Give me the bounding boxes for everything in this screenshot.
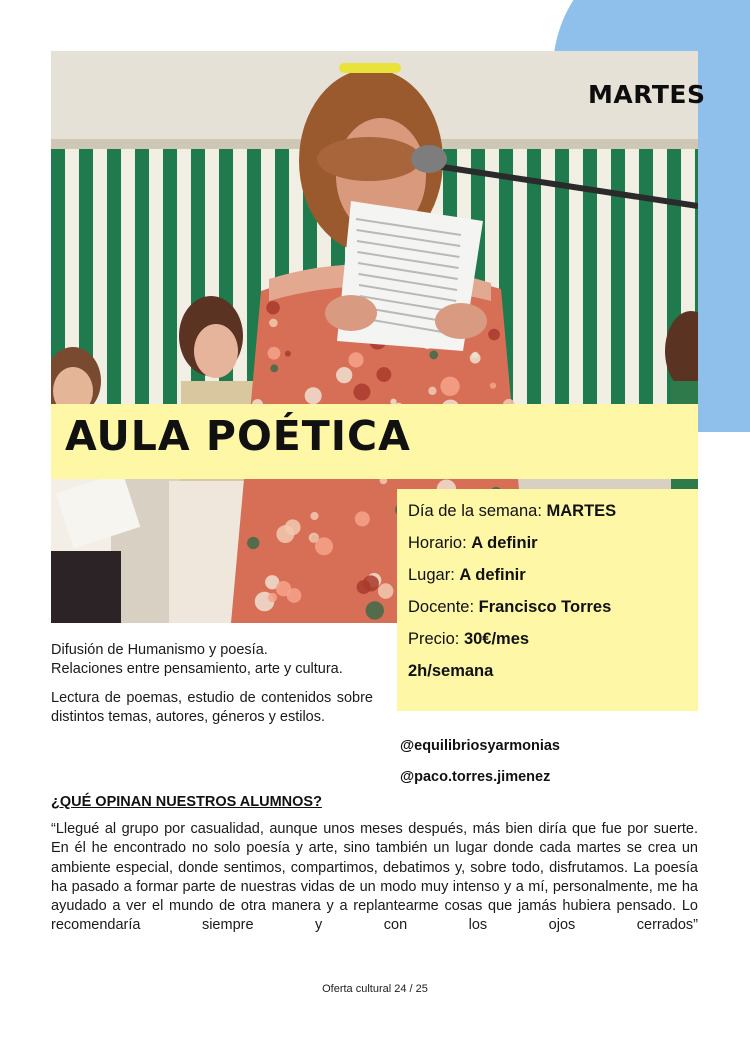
description-paragraph: Lectura de poemas, estudio de contenidos sobre distintos temas, autores, géneros y estilos.: [51, 690, 373, 725]
info-place: [408, 566, 526, 585]
info-price-value: 30€/mes: [463, 630, 530, 648]
page-title: AULA POÉTICA: [65, 412, 411, 460]
title-band: [51, 404, 698, 479]
info-place-value: A definir: [459, 566, 526, 584]
page-footer: Oferta cultural 24 / 25: [322, 983, 428, 995]
info-schedule-label: Horario:: [408, 534, 472, 552]
info-place-label: Lugar:: [408, 566, 460, 584]
social-handle-2[interactable]: @paco.torres.jimenez: [400, 769, 551, 785]
info-teacher-label: Docente:: [408, 598, 479, 616]
info-day-value: MARTES: [546, 502, 617, 520]
info-schedule: [408, 534, 538, 553]
info-price: [408, 630, 529, 649]
day-tag: MARTES: [588, 80, 706, 109]
course-info-box: [397, 489, 698, 711]
social-handle-1[interactable]: @equilibriosyarmonias: [400, 738, 560, 754]
info-schedule-value: A definir: [471, 534, 538, 552]
info-duration-value: 2h/semana: [408, 662, 494, 680]
description-line-1: Difusión de Humanismo y poesía.: [51, 642, 268, 658]
info-teacher-value: Francisco Torres: [478, 598, 612, 616]
opinion-heading: ¿QUÉ OPINAN NUESTROS ALUMNOS?: [51, 794, 322, 810]
info-day-label: Día de la semana:: [408, 502, 547, 520]
student-quote: “Llegué al grupo por casualidad, aunque unos meses después, más bien diría que fue por suerte. En él he encontrado no solo poesía y arte, sino también un lugar donde cada martes se crea un ambiente especial, donde sentimos, compartimos, debatimos y, sobre todo, disfrutamos. La poesía ha pasado a formar parte de nuestras vidas de un modo muy intenso y a mí, personalmente, me ha ayudado a ver el mundo de otra manera y a replantearme cosas que jamás hubiera pensado. Lo recomendaría siempre y con los ojos cerrados”: [51, 821, 698, 934]
info-duration: [408, 662, 493, 681]
info-day: [408, 502, 616, 521]
info-price-label: Precio:: [408, 630, 464, 648]
info-teacher: [408, 598, 611, 617]
description-line-2: Relaciones entre pensamiento, arte y cultura.: [51, 661, 343, 677]
